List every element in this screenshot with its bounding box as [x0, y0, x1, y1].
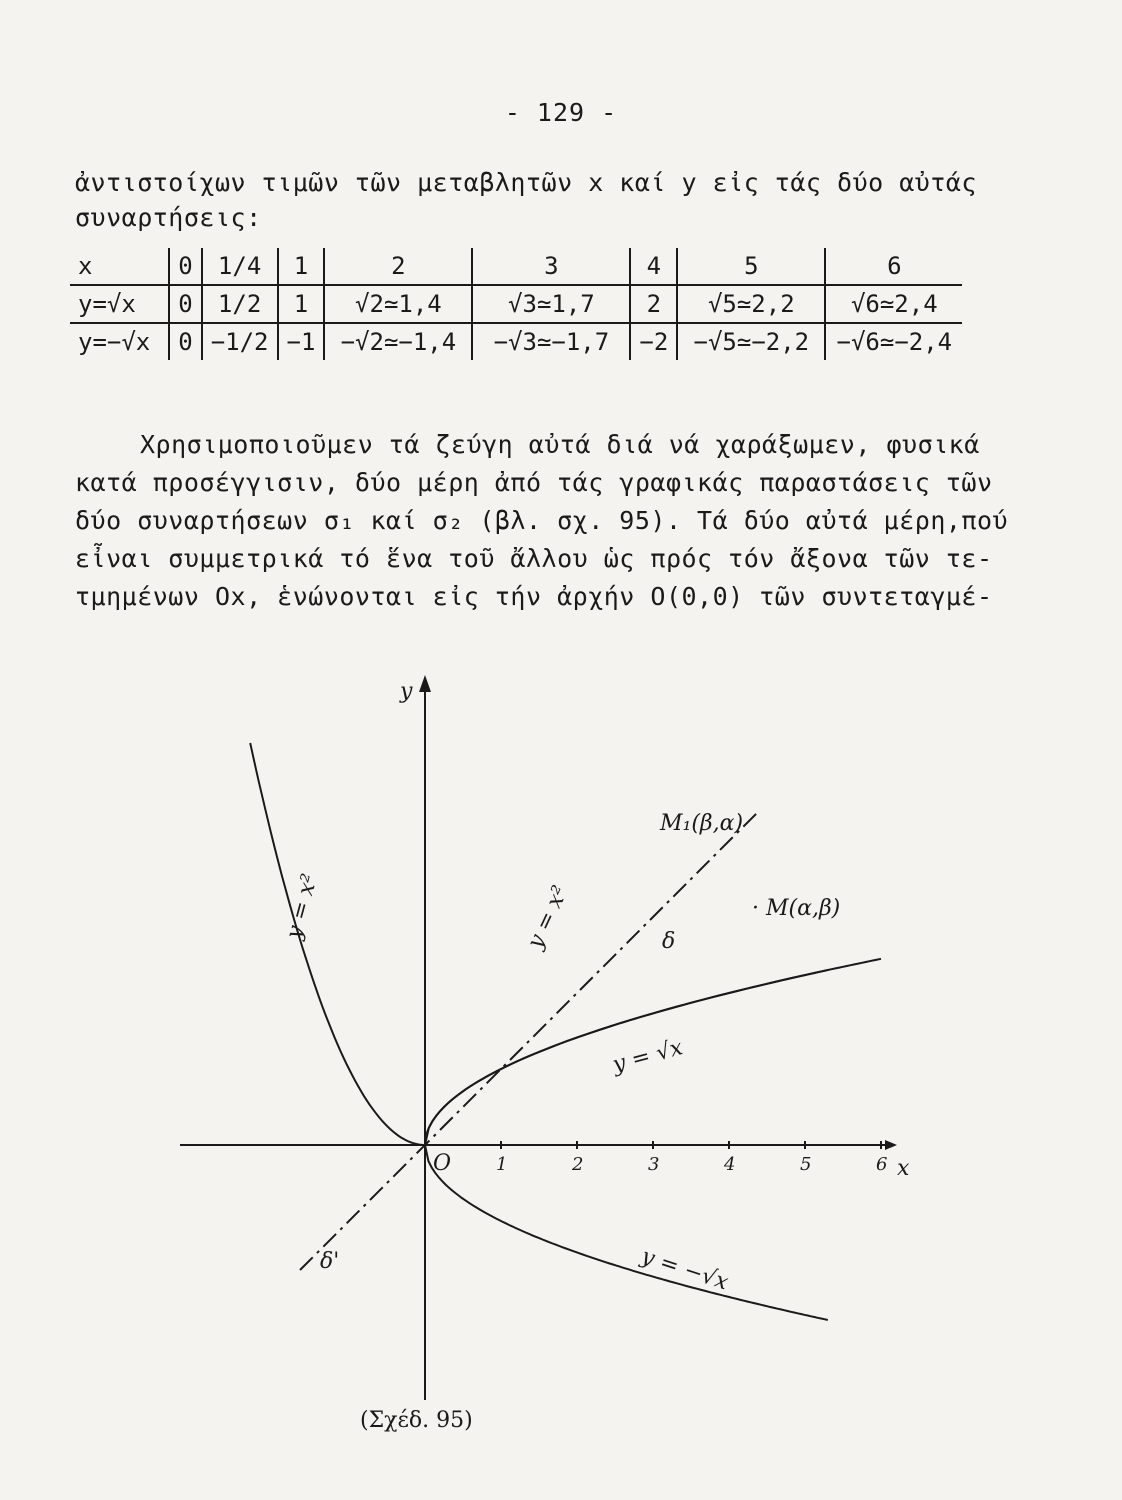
table-cell: 1/2 — [202, 285, 278, 323]
x-tick-label: 1 — [496, 1154, 508, 1175]
x-axis-arrow — [885, 1140, 897, 1150]
table-cell: −1/2 — [202, 323, 278, 360]
neg-sqrt-curve — [425, 1145, 828, 1320]
table-cell: 0 — [169, 323, 201, 360]
x-tick-label: 3 — [648, 1154, 660, 1175]
paragraph-line-2: κατά προσέγγισιν, δύο μέρη ἀπό τάς γραφικάς παραστάσεις τῶν — [75, 468, 993, 497]
table-cell: 5 — [677, 248, 825, 285]
table-row — [70, 248, 962, 285]
table-cell: 0 — [169, 248, 201, 285]
table-cell: y=−√x — [70, 323, 169, 360]
y-axis-label: y — [400, 679, 413, 704]
table-row — [70, 323, 962, 360]
figure-95 — [0, 660, 1122, 1420]
x-ticks — [496, 1141, 887, 1175]
paragraph-line-4: εἶναι συμμετρικά τό ἕνα τοῦ ἄλλου ὡς πρός τόν ἄξονα τῶν τε- — [75, 544, 993, 573]
table-cell: y=√x — [70, 285, 169, 323]
bisector-top-label: δ — [662, 929, 676, 954]
table-cell: −1 — [278, 323, 325, 360]
table-cell: 2 — [630, 285, 677, 323]
table-cell: √2≃1,4 — [324, 285, 472, 323]
table-cell: 6 — [825, 248, 962, 285]
x-tick-label: 2 — [572, 1154, 584, 1175]
table-cell: −√5≃−2,2 — [677, 323, 825, 360]
x-tick-label: 6 — [876, 1154, 888, 1175]
table-cell: 3 — [472, 248, 630, 285]
table-cell: −√2≃−1,4 — [324, 323, 472, 360]
point-m1-label: M₁(β,α) — [660, 811, 744, 836]
table-cell: 2 — [324, 248, 472, 285]
y-axis-arrow — [419, 675, 431, 692]
table-cell: −√3≃−1,7 — [472, 323, 630, 360]
paragraph-line-1: Χρησιμοποιοῦμεν τά ζεύγη αὐτά διά νά χαράξωμεν, φυσικά — [140, 430, 980, 459]
text-line-2: συναρτήσεις: — [75, 203, 262, 232]
bisector-bottom-label: δ' — [320, 1249, 340, 1274]
table-cell: 1 — [278, 248, 325, 285]
text-line-1: ἀντιστοίχων τιμῶν τῶν μεταβλητῶν x καί y εἰς τάς δύο αὐτάς — [75, 168, 977, 197]
sqrt-label: y = √x — [610, 1035, 686, 1078]
table-cell: x — [78, 252, 93, 280]
x-tick-label: 5 — [800, 1154, 812, 1175]
table-cell: 1/4 — [202, 248, 278, 285]
paragraph-line-3: δύο συναρτήσεων σ₁ καί σ₂ (βλ. σχ. 95). Τά δύο αὐτά μέρη,πού — [75, 506, 1009, 535]
point-m-label: · M(α,β) — [752, 896, 841, 921]
paragraph-line-5: τμημένων Ox, ἑνώνονται εἰς τήν ἀρχήν O(0,0) τῶν συντεταγμέ- — [75, 582, 993, 611]
table-cell: 1 — [278, 285, 325, 323]
bisector-line — [300, 810, 760, 1270]
figure-caption: (Σχέδ. 95) — [360, 1408, 473, 1433]
table-cell: √3≃1,7 — [472, 285, 630, 323]
origin-label: O — [433, 1151, 452, 1176]
parabola-label: y = x² — [281, 871, 323, 942]
parabola-curve — [250, 743, 425, 1145]
x-axis-label: x — [897, 1156, 910, 1181]
table-cell: −√6≃−2,4 — [825, 323, 962, 360]
table-cell: 4 — [630, 248, 677, 285]
page-number: - 129 - — [504, 98, 618, 127]
table-cell: √5≃2,2 — [677, 285, 825, 323]
x-tick-label: 4 — [724, 1154, 736, 1175]
values-table — [70, 248, 962, 360]
neg-sqrt-label: y = −√x — [638, 1243, 732, 1296]
table-cell: √6≃2,4 — [825, 285, 962, 323]
table-row — [70, 285, 962, 323]
table-cell: −2 — [630, 323, 677, 360]
table-cell: 0 — [169, 285, 201, 323]
inverse-parabola-label: y = x² — [522, 882, 574, 953]
